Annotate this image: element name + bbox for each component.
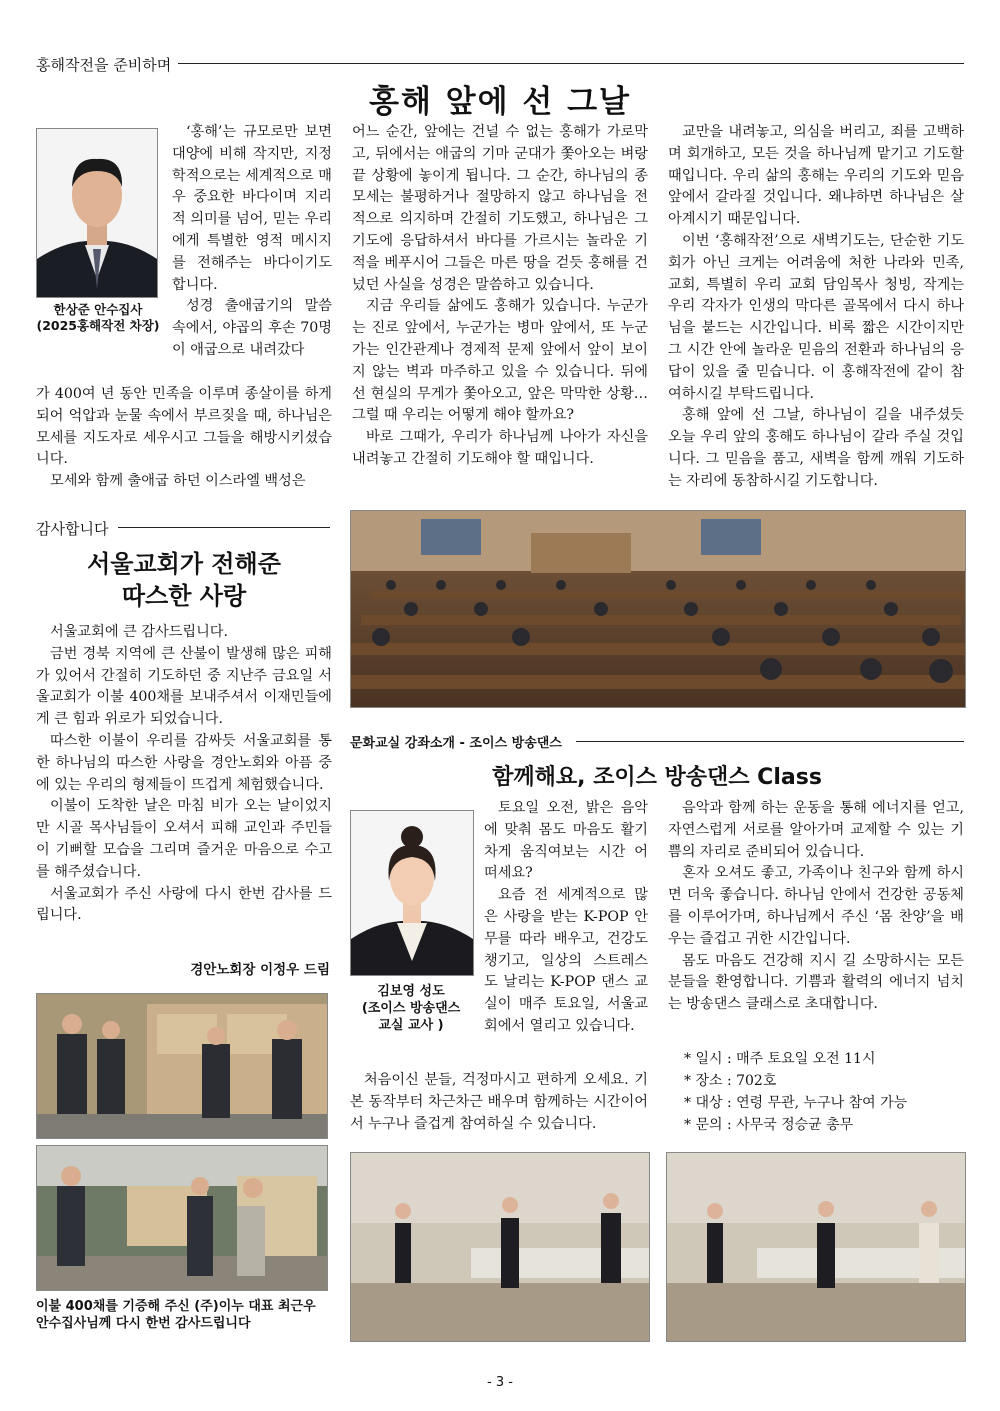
page-number: - 3 - [487, 1375, 513, 1390]
redsea-paragraph-6: 바로 그때가, 우리가 하나님께 나아가 자신을 내려놓고 간절히 기도해야 할 때입니다. [352, 429, 648, 467]
redsea-paragraph-4: 어느 순간, 앞에는 건널 수 없는 홍해가 가로막고, 뒤에서는 애굽의 기마 군대가 쫓아오는 벼랑 끝 상황에 놓이게 됩니다. 그 순간, 하나님의 종 모세는 불평하거나 절망하지 않고 하나님을 전적으로 의지하며 간절히 기도했고, 하나님은 그 기도에 응답하셔서 바다를 가르시는 놀라운 기적을 베푸시어 그들은 마른 땅을 걷듯 홍해를 건넜던 사실을 성경은 말씀하고 있습니다. [352, 124, 648, 293]
donation-photo-caption: 이불 400채를 기증해 주신 (주)이누 대표 최근우 안수집사님께 다시 한번 감사드립니다 [36, 1299, 316, 1331]
thanks-paragraph-1: 서울교회에 큰 감사드립니다. [50, 624, 228, 640]
redsea-col1-wide [36, 384, 332, 493]
dance-paragraph-1: 토요일 오전, 밝은 음악에 맞춰 몸도 마음도 활기차게 움직여보는 시간 어떠세요? [484, 800, 648, 882]
author-portrait-photo [36, 128, 158, 298]
redsea-paragraph-2b: 가 400여 년 동안 민족을 이루며 종살이를 하게 되어 억압과 눈물 속에서 부르짖을 때, 하나님은 모세를 지도자로 세우시고 그들을 해방시키셨습니다. [36, 386, 332, 468]
section-rule [178, 63, 964, 64]
dance-class-photo-1 [350, 1152, 650, 1342]
redsea-paragraph-7: 교만을 내려놓고, 의심을 버리고, 죄를 고백하며 회개하고, 모든 것을 하나님께 맡기고 기도할 때입니다. 우리 삶의 홍해는 우리의 기도와 믿음 앞에서 갈라질 것입니다. 왜냐하면 하나님은 살아계시기 때문입니다. [668, 124, 964, 228]
dance-col-a-wide [350, 1070, 648, 1135]
section-rule [118, 527, 330, 528]
blanket-delivery-photo-2 [36, 1145, 328, 1291]
redsea-col2 [352, 122, 648, 471]
dance-col-a-narrow [484, 798, 648, 1038]
dance-paragraph-6: 몸도 마음도 건강해 지시 길 소망하시는 모든 분들을 환영합니다. 기쁨과 활력의 에너지 넘치는 방송댄스 클래스로 초대합니다. [668, 952, 964, 1013]
article-title-redsea: 홍해 앞에 선 그날 [369, 84, 631, 120]
author-name: 한상준 안수집사 [53, 302, 143, 317]
section-label-dance: 문화교실 강좌소개 - 조이스 방송댄스 [350, 736, 562, 751]
dance-info-time: * 일시 : 매주 토요일 오전 11시 [684, 1051, 876, 1067]
thanks-signature: 경안노회장 이정우 드림 [190, 962, 330, 978]
section-rule [576, 741, 964, 742]
article-title-dance: 함께해요, 조이스 방송댄스 Class [492, 765, 822, 790]
thanks-paragraph-3: 따스한 이불이 우리를 감싸듯 서울교회를 통한 하나님의 따스한 사랑을 경안노회와 아픔 중에 있는 우리의 형제들이 뜨겁게 체험했습니다. [36, 732, 332, 793]
teacher-caption [346, 983, 476, 1034]
teacher-portrait-photo [350, 810, 474, 976]
redsea-paragraph-9: 홍해 앞에 선 그날, 하나님이 길을 내주셨듯 오늘 우리 앞의 홍해도 하나님이 갈라 주실 것입니다. 그 믿음을 품고, 새벽을 함께 깨워 기도하는 자리에 동참하시길 기도합니다. [668, 407, 964, 489]
thanks-paragraph-4: 이불이 도착한 날은 마침 비가 오는 날이었지만 시골 목사님들이 오셔서 피해 교인과 주민들이 기뻐할 모습을 그리며 즐거운 마음으로 수고를 해주셨습니다. [36, 798, 332, 880]
dance-paragraph-5: 혼자 오셔도 좋고, 가족이나 친구와 함께 하시면 더욱 좋습니다. 하나님 안에서 건강한 공동체를 이루어가며, 하나님께서 주신 ‘몸 찬양’을 배우는 즐겁고 귀한 시간입니다. [668, 865, 964, 947]
blanket-delivery-photo-1 [36, 993, 328, 1139]
thanks-body [36, 622, 332, 927]
dance-info-list [684, 1048, 907, 1136]
dance-class-photo-2 [666, 1152, 966, 1342]
teacher-role-line1: (조이스 방송댄스 [361, 1001, 461, 1016]
redsea-col1-narrow [172, 122, 332, 362]
redsea-paragraph-3: 모세와 함께 출애굽 하던 이스라엘 백성은 [50, 473, 306, 490]
prayer-service-photo [350, 510, 966, 708]
teacher-role-line2: 교실 교사 ) [378, 1018, 444, 1033]
redsea-paragraph-2a: 성경 출애굽기의 말씀 속에서, 야곱의 후손 70명이 애굽으로 내려갔다 [172, 298, 332, 358]
article-title-thanks [36, 548, 332, 612]
thanks-title-line2: 따스한 사랑 [121, 582, 247, 610]
dance-info-place: * 장소 : 702호 [684, 1073, 777, 1089]
redsea-paragraph-5: 지금 우리들 삶에도 홍해가 있습니다. 누군가는 진로 앞에서, 누군가는 병마 앞에서, 또 누군가는 인간관계나 경제적 문제 앞에서 앞이 보이지 않는 벽과 마주하고 있을 수 있습니다. 뒤에선 현실의 무게가 쫓아오고, 앞은 막막한 상황… 그럴 때 우리는 어떻게 해야 할까요? [352, 298, 648, 424]
dance-paragraph-2: 요즘 전 세계적으로 많은 사랑을 받는 K-POP 안무를 따라 배우고, 건강도 챙기고, 일상의 스트레스도 날리는 K-POP 댄스 교실이 매주 토요일, 서울교회에서 열리고 있습니다. [484, 887, 648, 1034]
thanks-title-line1: 서울교회가 전해준 [87, 550, 281, 578]
thanks-paragraph-5: 서울교회가 주신 사랑에 다시 한번 감사를 드립니다. [36, 885, 332, 924]
dance-col-b [668, 798, 964, 1016]
teacher-name: 김보영 성도 [377, 984, 445, 999]
redsea-paragraph-8: 이번 ‘홍해작전’으로 새벽기도는, 단순한 기도회가 아닌 크게는 어려움에 처한 나라와 민족, 교회, 특별히 우리 교회 담임목사 청빙, 작게는 우리 각자가 인생의 막다른 골목에서 다시 하나님을 붙드는 시간입니다. 비록 짧은 시간이지만 그 시간 안에 놀라운 믿음의 전환과 하나님의 응답이 있을 줄 믿습니다. 이 홍해작전에 같이 참여하시길 부탁드립니다. [668, 232, 964, 402]
author-caption [28, 302, 168, 334]
section-label-thanks: 감사합니다 [36, 520, 109, 538]
dance-paragraph-3: 처음이신 분들, 걱정마시고 편하게 오세요. 기본 동작부터 차근차근 배우며 함께하는 시간이어서 누구나 즐겁게 참여하실 수 있습니다. [350, 1072, 648, 1132]
dance-info-target: * 대상 : 연령 무관, 누구나 참여 가능 [684, 1095, 908, 1111]
section-label-redsea: 홍해작전을 준비하며 [36, 56, 172, 74]
author-role: (2025홍해작전 차장) [36, 318, 160, 333]
dance-info-contact: * 문의 : 사무국 정승균 총무 [684, 1117, 854, 1133]
thanks-paragraph-2: 금번 경북 지역에 큰 산불이 발생해 많은 피해가 있어서 간절히 기도하던 중 지난주 금요일 서울교회가 이불 400채를 보내주셔서 이재민들에게 큰 힘과 위로가 되었습니다. [36, 645, 332, 728]
redsea-col3 [668, 122, 964, 493]
redsea-paragraph-1: ‘홍해’는 규모로만 보면 대양에 비해 작지만, 지정학적으로는 세계적으로 매우 중요한 바다이며 지리적 의미를 넘어, 믿는 우리에게 특별한 영적 메시지를 전해주는 바다이기도 합니다. [172, 124, 332, 293]
dance-paragraph-4: 음악과 함께 하는 운동을 통해 에너지를 얻고, 자연스럽게 서로를 알아가며 교제할 수 있는 기쁨의 자리로 준비되어 있습니다. [668, 800, 964, 860]
